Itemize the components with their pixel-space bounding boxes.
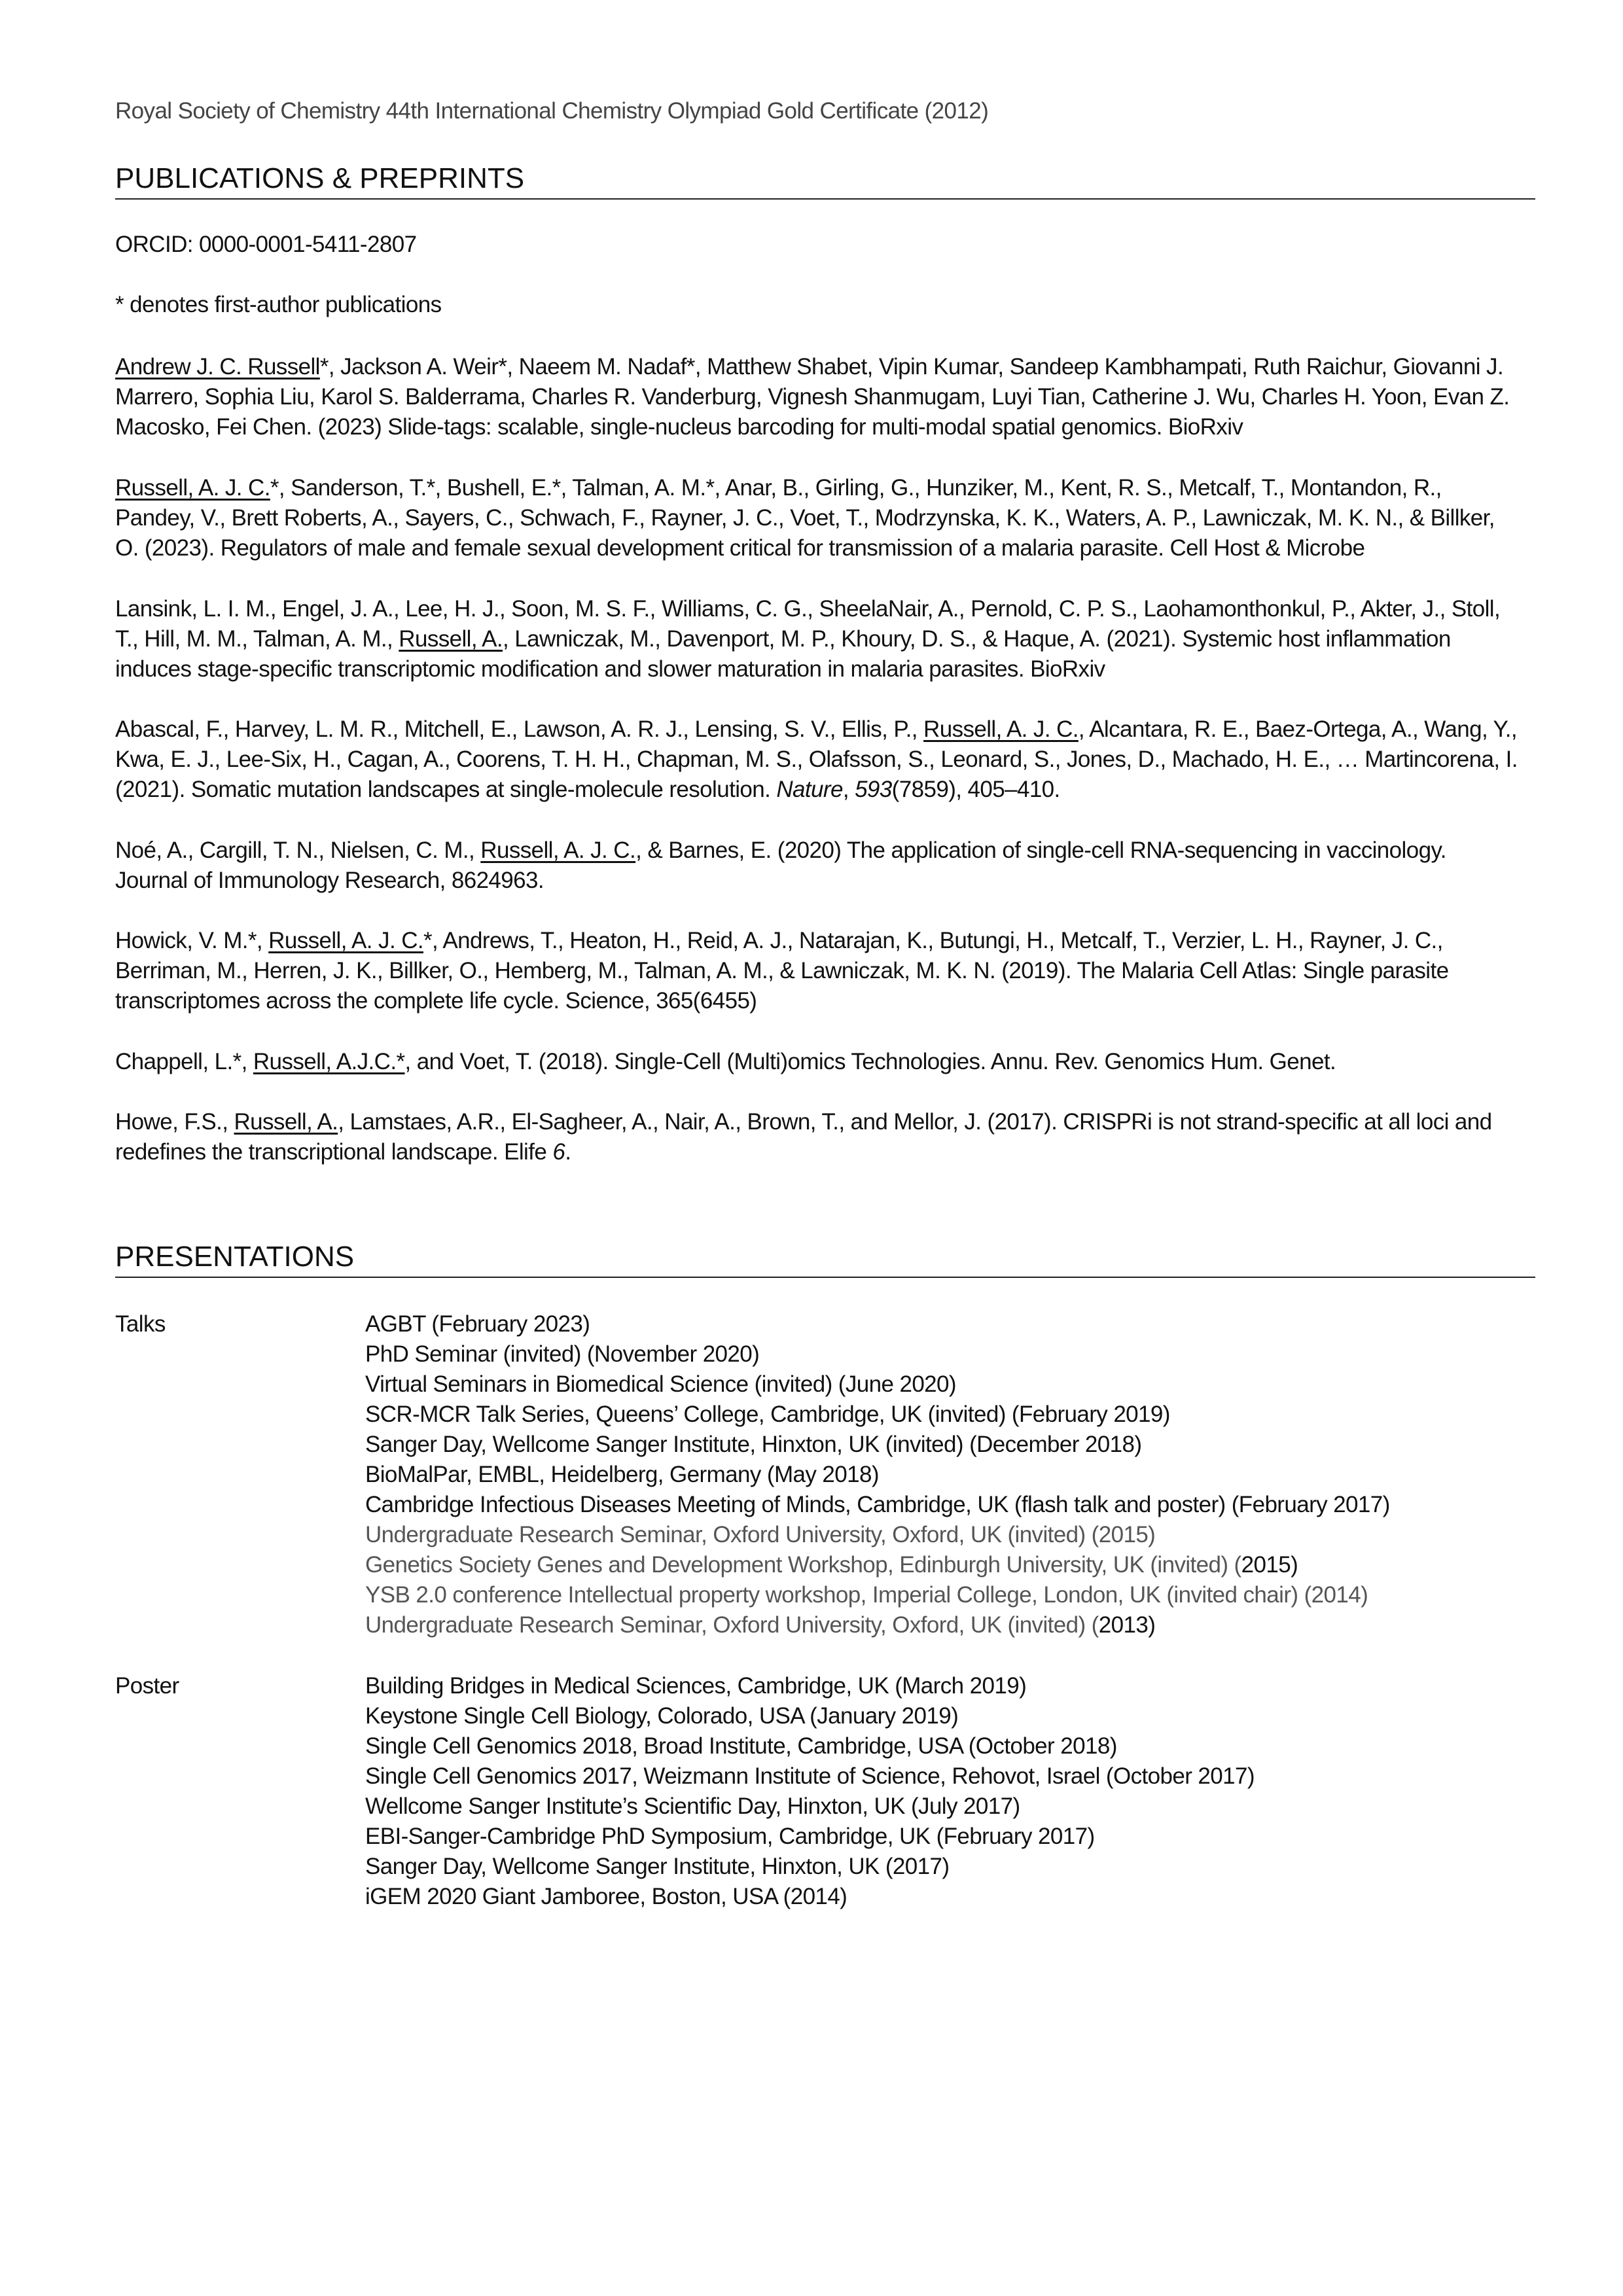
publication-entry xyxy=(115,715,1522,805)
author-name-underlined: Russell, A. xyxy=(399,626,503,652)
text-segment: EBI-Sanger-Cambridge PhD Symposium, Cambridge, UK (February 2017) xyxy=(365,1824,1095,1849)
presentation-item xyxy=(365,1520,1535,1550)
presentation-item xyxy=(365,1761,1535,1792)
author-name-underlined: Russell, A. xyxy=(234,1109,338,1135)
text-segment: Cambridge Infectious Diseases Meeting of Minds, Cambridge, UK (flash talk and poster) (February 2017) xyxy=(365,1492,1390,1517)
text-segment: Genetics Society Genes and Development Workshop, Edinburgh University, UK (invited) ( xyxy=(365,1552,1241,1578)
presentation-item xyxy=(365,1882,1535,1912)
text-segment: , and Voet, T. (2018). Single-Cell (Multi)omics Technologies. Annu. Rev. Genomics Hum. Genet. xyxy=(404,1049,1336,1074)
text-segment: Howe, F.S., xyxy=(115,1109,234,1135)
text-segment: , Lawniczak, M., Davenport, M. P., Khoury, D. S., & Haque, A. (2021). Systemic host inflammation induces stage-specific transcriptomic modification and slower maturation in malaria parasites. BioRxiv xyxy=(115,626,1451,682)
text-segment: Wellcome Sanger Institute’s Scientific Day, Hinxton, UK (July 2017) xyxy=(365,1793,1020,1819)
text-segment: Sanger Day, Wellcome Sanger Institute, Hinxton, UK (invited) (December 2018) xyxy=(365,1432,1142,1457)
author-name-underlined: Russell, A. J. C. xyxy=(268,928,423,953)
text-segment: Abascal, F., Harvey, L. M. R., Mitchell, E., Lawson, A. R. J., Lensing, S. V., Ellis, P., xyxy=(115,716,924,742)
author-name-underlined: Russell, A.J.C.* xyxy=(253,1049,405,1074)
text-segment: Single Cell Genomics 2017, Weizmann Institute of Science, Rehovot, Israel (October 2017) xyxy=(365,1763,1255,1789)
text-segment: , xyxy=(842,777,855,802)
text-segment: Howick, V. M.*, xyxy=(115,928,269,953)
publication-entry xyxy=(115,473,1522,563)
presentation-item xyxy=(365,1822,1535,1852)
section-divider xyxy=(115,1277,1535,1278)
presentation-item xyxy=(365,1309,1535,1339)
presentation-item xyxy=(365,1430,1535,1460)
text-segment: SCR-MCR Talk Series, Queens’ College, Cambridge, UK (invited) (February 2019) xyxy=(365,1402,1170,1427)
text-segment: AGBT (February 2023) xyxy=(365,1311,590,1337)
presentations-heading: PRESENTATIONS xyxy=(115,1241,355,1273)
publication-entry xyxy=(115,836,1522,896)
text-segment: Single Cell Genomics 2018, Broad Institute, Cambridge, USA (October 2018) xyxy=(365,1733,1117,1759)
publication-entry xyxy=(115,1047,1522,1077)
presentation-item xyxy=(365,1400,1535,1430)
text-segment: , Lamstaes, A.R., El-Sagheer, A., Nair, A., Brown, T., and Mellor, J. (2017). CRISPRi is not strand-specific at all loci and redefines the transcriptional landscape. Elife xyxy=(115,1109,1492,1165)
presentation-item xyxy=(365,1701,1535,1731)
italic-text: 6 xyxy=(552,1139,565,1165)
text-segment: *, Andrews, T., Heaton, H., Reid, A. J., Natarajan, K., Butungi, H., Metcalf, T., Verzier, L. H., Rayner, J. C., Berriman, M., Herren, J. K., Billker, O., Hemberg, M., Talman, A. M., & Lawniczak, M. K. N. (2019). The Malaria Cell Atlas: Single parasite transcriptomes across the complete life cycle. Science, 365(6455) xyxy=(115,928,1449,1014)
text-segment: Virtual Seminars in Biomedical Science (invited) (June 2020) xyxy=(365,1371,956,1397)
text-segment: PhD Seminar (invited) (November 2020) xyxy=(365,1341,760,1367)
text-segment: Undergraduate Research Seminar, Oxford University, Oxford, UK (invited) (2015) xyxy=(365,1522,1156,1547)
text-segment: Lansink, L. I. M., Engel, J. A., Lee, H. J., Soon, M. S. F., Williams, C. G., SheelaNair, A., Pernold, C. P. S., Laohamonthonkul, P., Akter, J., Stoll, T., Hill, M. M., Talman, A. M., xyxy=(115,596,1501,652)
text-segment: . xyxy=(565,1139,571,1165)
presentation-item xyxy=(365,1671,1535,1701)
text-segment: Undergraduate Research Seminar, Oxford University, Oxford, UK (invited) ( xyxy=(365,1612,1099,1638)
presentation-group-talks xyxy=(115,1309,1535,1640)
presentation-item xyxy=(365,1731,1535,1761)
orcid: ORCID: 0000-0001-5411-2807 xyxy=(115,232,417,257)
presentation-item xyxy=(365,1369,1535,1400)
text-segment: Noé, A., Cargill, T. N., Nielsen, C. M., xyxy=(115,838,481,863)
text-segment: *, Jackson A. Weir*, Naeem M. Nadaf*, Matthew Shabet, Vipin Kumar, Sandeep Kambhampati, Ruth Raichur, Giovanni J. Marrero, Sophia Liu, Karol S. Balderrama, Charles R. Vanderburg, Vignesh Shanmugam, Luyi Tian, Catherine J. Wu, Charles H. Yoon, Evan Z. Macosko, Fei Chen. (2023) Slide-tags: scalable, single-nucleus barcoding for multi-modal spatial genomics. BioRxiv xyxy=(115,354,1510,440)
group-label: Poster xyxy=(115,1673,179,1699)
publication-entry xyxy=(115,1107,1522,1167)
text-segment: YSB 2.0 conference Intellectual property workshop, Imperial College, London, UK (invited chair) (2014) xyxy=(365,1582,1368,1608)
award-line: Royal Society of Chemistry 44th International Chemistry Olympiad Gold Certificate (2012) xyxy=(115,98,989,124)
presentation-item xyxy=(365,1792,1535,1822)
group-items xyxy=(365,1671,1535,1912)
italic-text: Nature xyxy=(776,777,843,802)
text-segment: Building Bridges in Medical Sciences, Cambridge, UK (March 2019) xyxy=(365,1673,1027,1699)
section-divider xyxy=(115,198,1535,200)
presentation-group-poster xyxy=(115,1671,1535,1912)
author-name-underlined: Andrew J. C. Russell xyxy=(115,354,320,380)
presentation-item xyxy=(365,1490,1535,1520)
text-segment: 2013) xyxy=(1098,1612,1156,1638)
text-segment: *, Sanderson, T.*, Bushell, E.*, Talman, A. M.*, Anar, B., Girling, G., Hunziker, M., Kent, R. S., Metcalf, T., Montandon, R., Pandey, V., Brett Roberts, A., Sayers, C., Schwach, F., Rayner, J. C., Voet, T., Modrzynska, K. K., Waters, A. P., Lawniczak, M. K. N., & Billker, O. (2023). Regulators of male and female sexual development critical for transmission of a malaria parasite. Cell Host & Microbe xyxy=(115,475,1495,561)
author-name-underlined: Russell, A. J. C. xyxy=(923,716,1079,742)
author-name-underlined: Russell, A. J. C. xyxy=(115,475,270,501)
author-name-underlined: Russell, A. J. C. xyxy=(480,838,636,863)
text-segment: Keystone Single Cell Biology, Colorado, USA (January 2019) xyxy=(365,1703,959,1729)
presentation-item xyxy=(365,1339,1535,1369)
publication-entry xyxy=(115,594,1522,684)
text-segment: BioMalPar, EMBL, Heidelberg, Germany (May 2018) xyxy=(365,1462,879,1487)
presentation-item xyxy=(365,1610,1535,1640)
group-items xyxy=(365,1309,1535,1640)
text-segment: 2015) xyxy=(1241,1552,1298,1578)
text-segment: (7859), 405–410. xyxy=(891,777,1060,802)
publication-entry xyxy=(115,926,1522,1016)
text-segment: Chappell, L.*, xyxy=(115,1049,253,1074)
italic-text: 593 xyxy=(855,777,892,802)
text-segment: , Alcantara, R. E., Baez-Ortega, A., Wang, Y., Kwa, E. J., Lee-Six, H., Cagan, A., Coorens, T. H. H., Chapman, M. S., Olafsson, S., Leonard, S., Jones, D., Machado, H. E., … Martincorena, I. (2021). Somatic mutation landscapes at single-molecule resolution. xyxy=(115,716,1518,802)
first-author-note: * denotes first-author publications xyxy=(115,292,442,317)
publication-entry xyxy=(115,352,1522,442)
group-label: Talks xyxy=(115,1311,166,1337)
presentation-item xyxy=(365,1460,1535,1490)
presentation-item xyxy=(365,1550,1535,1580)
presentation-item xyxy=(365,1580,1535,1610)
presentation-item xyxy=(365,1852,1535,1882)
text-segment: iGEM 2020 Giant Jamboree, Boston, USA (2014) xyxy=(365,1884,847,1909)
publications-heading: PUBLICATIONS & PREPRINTS xyxy=(115,162,525,194)
text-segment: Sanger Day, Wellcome Sanger Institute, Hinxton, UK (2017) xyxy=(365,1854,950,1879)
text-segment: , & Barnes, E. (2020) The application of single-cell RNA-sequencing in vaccinology. Journal of Immunology Research, 8624963. xyxy=(115,838,1446,893)
